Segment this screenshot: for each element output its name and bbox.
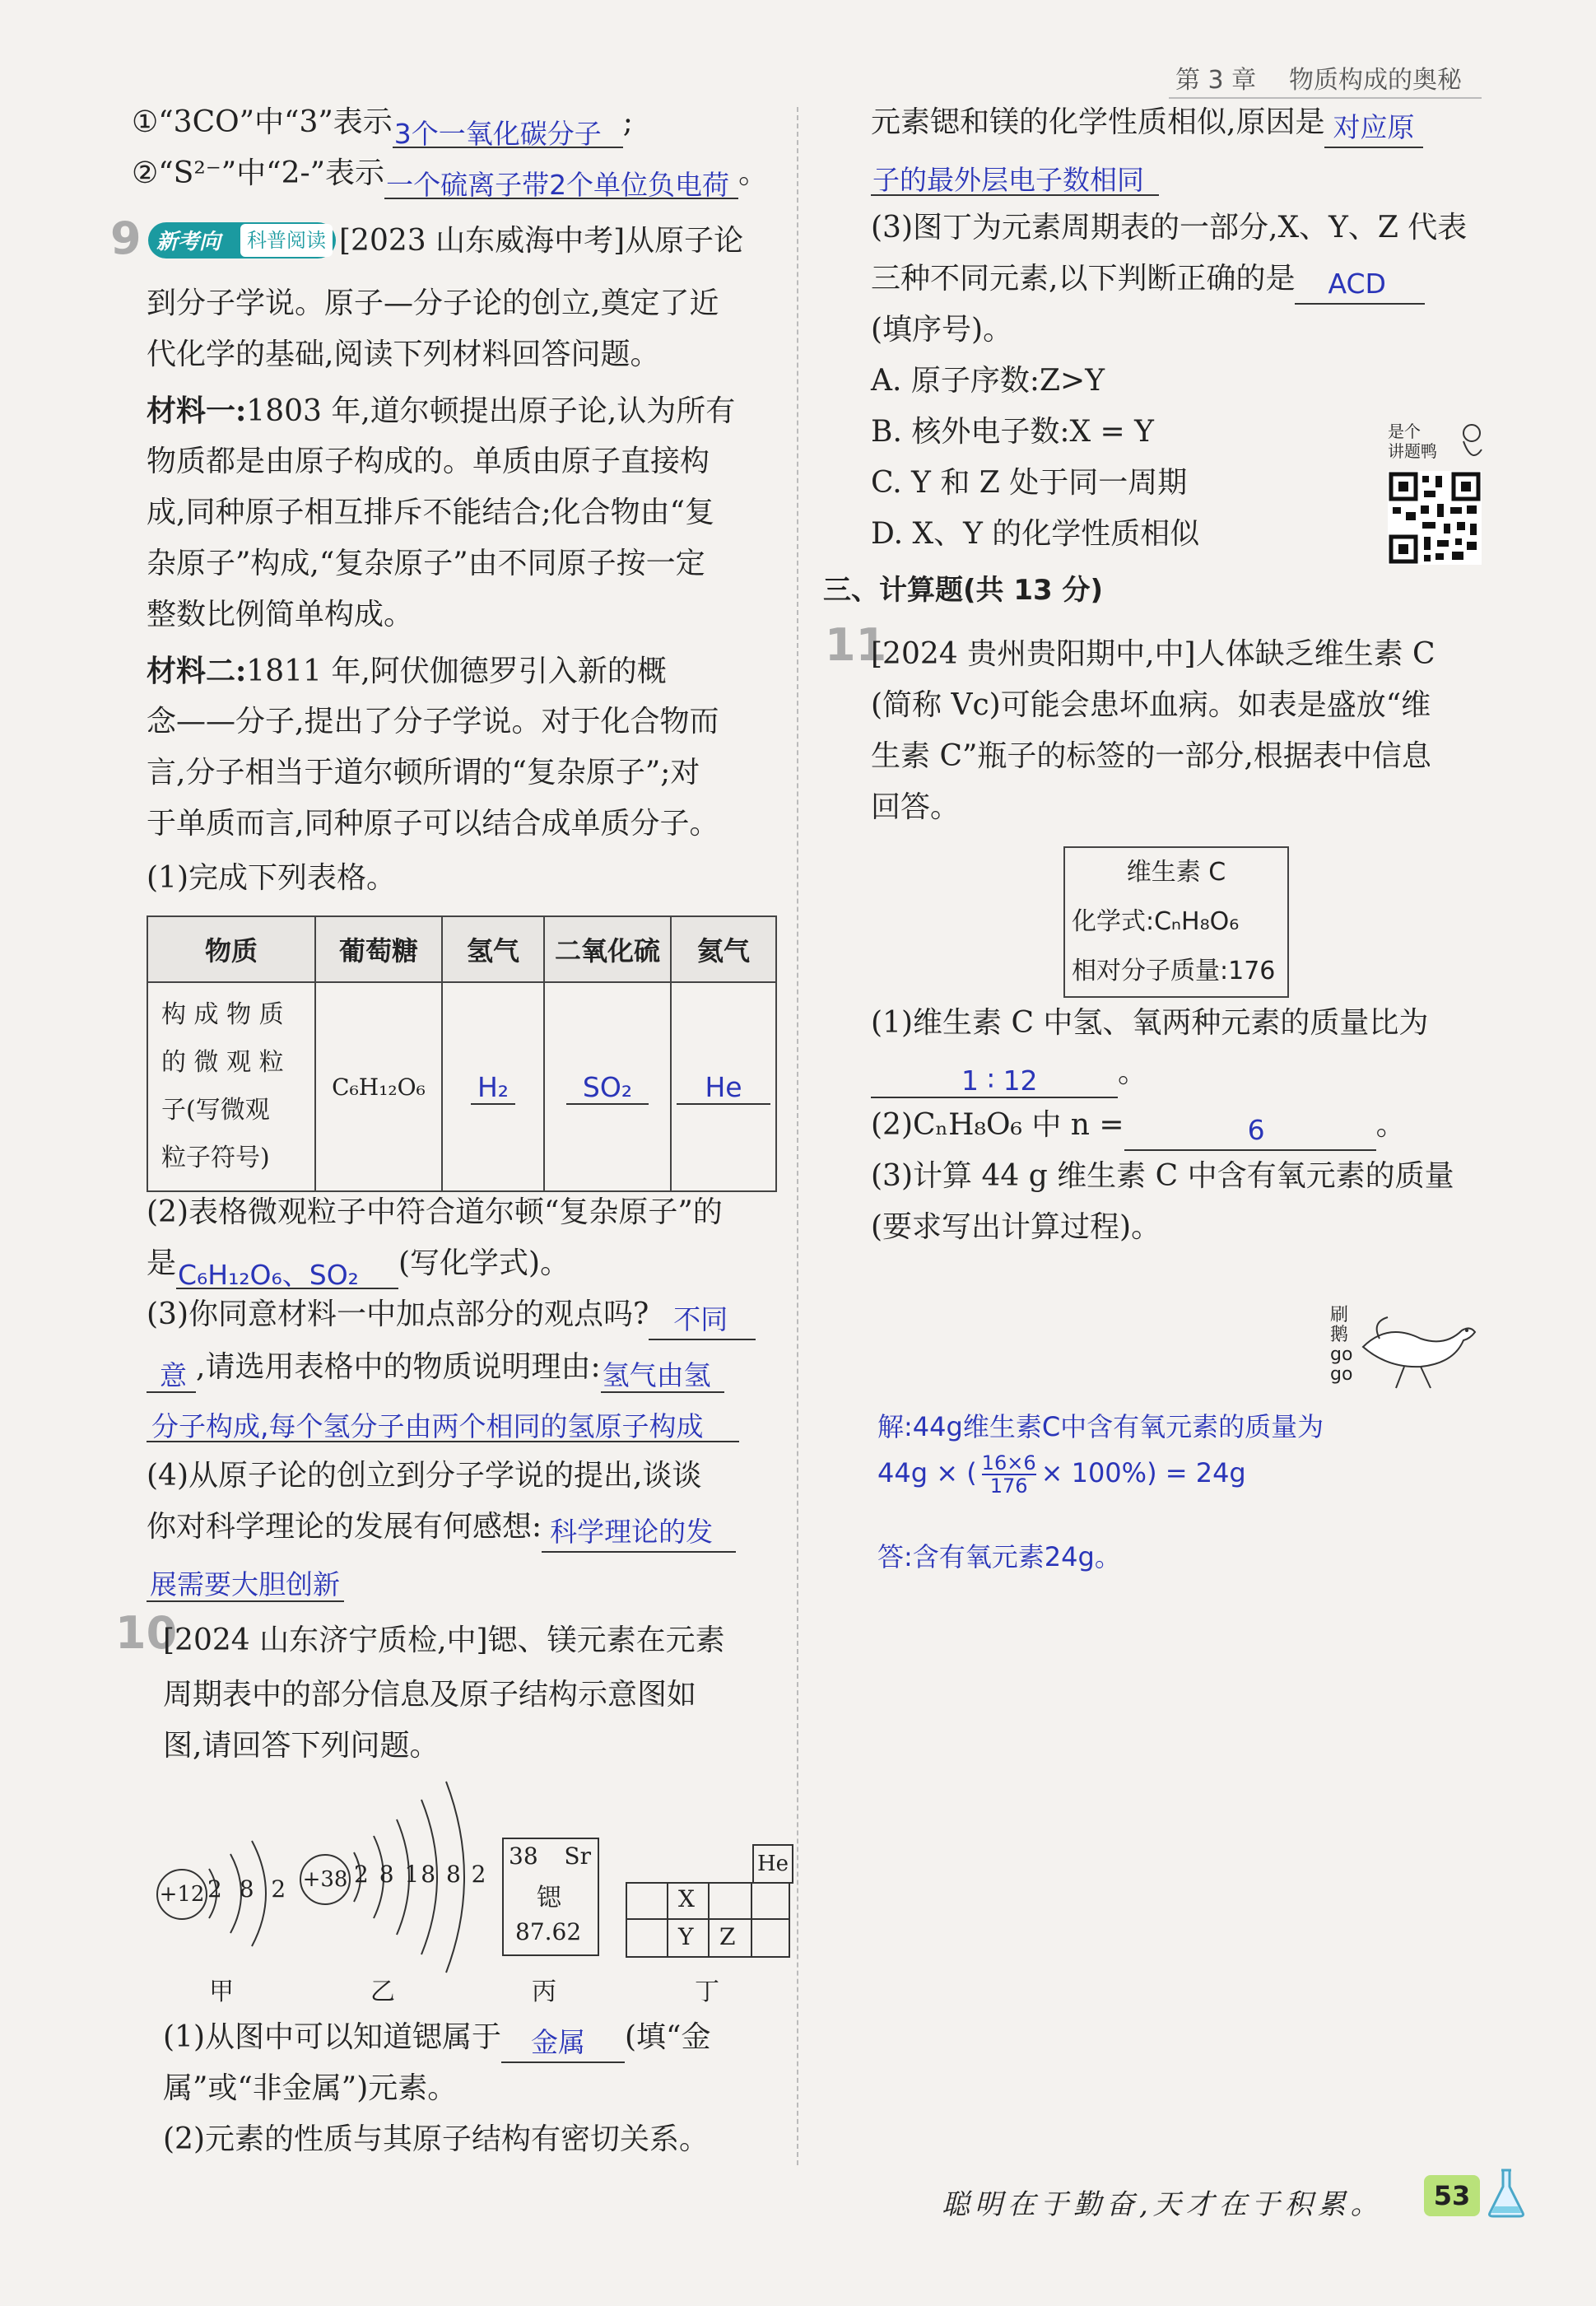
q9-part1: (1)完成下列表格。 xyxy=(147,861,396,895)
table-row-label: 构 成 物 质 的 微 观 粒 子(写微观 粒子符号) xyxy=(147,982,315,1191)
material-1-line5: 整数比例简单构成。 xyxy=(147,598,414,631)
sr-atomic-number: 38 xyxy=(509,1842,538,1870)
q11-line4: 回答。 xyxy=(871,790,961,824)
q10-part3-answer: ACD xyxy=(1328,268,1386,300)
qr-caption: 是个 讲题鸭 xyxy=(1388,422,1437,461)
helium-cell xyxy=(671,982,776,1191)
solution-answer: 答:含有氧元素24g。 xyxy=(877,1541,1121,1572)
table-header: 葡萄糖 xyxy=(315,916,442,982)
q11-line2: (简称 Vc)可能会患坏血病。如表是盛放“维 xyxy=(871,688,1431,722)
q10-line2: 周期表中的部分信息及原子结构示意图如 xyxy=(163,1678,697,1712)
glucose-formula: C₆H₁₂O₆ xyxy=(315,982,442,1191)
q10-part3-line3: (填序号)。 xyxy=(871,313,1013,347)
q10-line3: 图,请回答下列问题。 xyxy=(163,1729,440,1763)
flask-icon xyxy=(1485,2165,1528,2220)
q10-part1-answer: 金属 xyxy=(531,2026,585,2058)
material-2-line3: 言,分子相当于道尔顿所谓的“复杂原子”;对 xyxy=(147,756,700,790)
q8-answer-2: 一个硫离子带2个单位负电荷 xyxy=(386,169,730,201)
solution-fraction: $\frac{16\times 6}{176}$ xyxy=(981,1451,1036,1498)
footer-motto: 聪明在于勤奋,天才在于积累。 xyxy=(942,2188,1384,2221)
q8-line2-prefix: ②“S²⁻”中“2-”表示 xyxy=(132,156,385,190)
q11-part2-answer: 6 xyxy=(1247,1114,1265,1146)
q8-line1: ①“3CO”中“3”表示 3个一氧化碳分子 ; xyxy=(132,97,633,148)
q10-part2-answer-a: 对应原 xyxy=(1333,111,1415,143)
q9-badge-main: 新考向 xyxy=(156,230,221,254)
material-1-line4: 杂原子”构成,“复杂原子”由不同原子按一定 xyxy=(147,547,705,580)
table-header: 二氧化硫 xyxy=(544,916,671,982)
q10-part1-line1: (1)从图中可以知道锶属于 金属 (填“金 xyxy=(163,2012,710,2063)
q8-answer-1: 3个一氧化碳分子 xyxy=(393,118,602,150)
q11-line1: [2024 贵州贵阳期中,中]人体缺乏维生素 C xyxy=(871,637,1435,671)
q9-part4-line2: 你对科学理论的发展有何感想: 科学理论的发 xyxy=(147,1502,736,1553)
q9-part4-answer-a: 科学理论的发 xyxy=(550,1516,714,1548)
table-header: 物质 xyxy=(147,916,315,982)
page-number: 53 xyxy=(1424,2175,1480,2216)
cell-y: Y xyxy=(678,1923,694,1950)
q11-number: 11 xyxy=(825,619,887,671)
label-jia: 甲 xyxy=(209,1978,234,2006)
q10-part2-answer-b: 子的最外层电子数相同 xyxy=(872,164,1144,196)
label-title: 维生素 C xyxy=(1126,858,1226,887)
q9-part4-line3 xyxy=(147,1551,344,1602)
label-molar-mass: 相对分子质量:176 xyxy=(1072,957,1276,985)
table-header: 氢气 xyxy=(442,916,544,982)
sr-element-card xyxy=(502,1838,599,1956)
q10-part1-line2: 属”或“非金属”)元素。 xyxy=(163,2071,458,2105)
q9-part3-answer-1a: 不同 xyxy=(673,1303,728,1335)
q9-number: 9 xyxy=(110,212,142,264)
material-2-line2: 念——分子,提出了分子学说。对于化合物而 xyxy=(147,705,719,738)
sr-atomic-mass: 87.62 xyxy=(515,1918,582,1945)
q10-part2-line1: (2)元素的性质与其原子结构有密切关系。 xyxy=(163,2122,709,2156)
q9-part3-answer-1b: 意 xyxy=(160,1359,187,1391)
sr-shells: 2 8 18 8 2 xyxy=(354,1861,488,1888)
q10-line1: [2024 山东济宁质检,中]锶、镁元素在元素 xyxy=(163,1624,725,1657)
option-d: D. X、Y 的化学性质相似 xyxy=(871,517,1200,551)
column-divider xyxy=(797,107,798,2165)
q9-badge-sub: 科普阅读 xyxy=(240,224,333,257)
so2-cell xyxy=(544,982,671,1191)
q9-line3: 代化学的基础,阅读下列材料回答问题。 xyxy=(147,338,660,371)
material-1-line1: 材料一:1803 年,道尔顿提出原子论,认为所有 xyxy=(147,394,736,428)
mg-shells: 2 8 2 xyxy=(207,1875,291,1903)
q11-part1-answer: 1 ∶ 12 xyxy=(961,1064,1038,1097)
q10-part2-line2: 元素锶和镁的化学性质相似,原因是 对应原 xyxy=(871,97,1423,148)
cell-x: X xyxy=(678,1885,695,1912)
q8-line2: ②“S²⁻”中“2-”表示 一个硫离子带2个单位负电荷 。 xyxy=(132,148,768,199)
material-2-label: 材料二: xyxy=(147,654,247,688)
material-1-line2: 物质都是由原子构成的。单质由原子直接构 xyxy=(147,445,710,478)
label-yi: 乙 xyxy=(370,1978,395,2006)
sr-nucleus: +38 xyxy=(300,1854,351,1905)
q9-badge xyxy=(148,222,336,259)
solution-line2: 44g × ( $\frac{16\times 6}{176}$ × 100%) = 24g xyxy=(877,1451,1246,1498)
q10-part2-line3 xyxy=(871,145,1159,196)
table-header: 氦气 xyxy=(671,916,776,982)
sr-symbol: Sr xyxy=(564,1842,591,1870)
q9-source: [2023 山东威海中考]从原子论 xyxy=(339,224,744,258)
q10-part3-line1: (3)图丁为元素周期表的一部分,X、Y、Z 代表 xyxy=(871,211,1468,245)
q9-part2-line1: (2)表格微观粒子中符合道尔顿“复杂原子”的 xyxy=(147,1195,723,1229)
label-ding: 丁 xyxy=(695,1978,719,2006)
chapter-label: 第 3 章 xyxy=(1175,66,1257,95)
q11-part1-line1: (1)维生素 C 中氢、氧两种元素的质量比为 xyxy=(871,1006,1429,1040)
sr-name: 锶 xyxy=(537,1884,561,1912)
q9-part3-line1: (3)你同意材料一中加点部分的观点吗? 不同 xyxy=(147,1289,756,1340)
answer-he: He xyxy=(677,1071,770,1105)
q9-part3-line2: 意 ,请选用表格中的物质说明理由: 氢气由氢 xyxy=(147,1342,724,1393)
answer-h2: H₂ xyxy=(471,1071,515,1105)
q8-line1-prefix: ①“3CO”中“3”表示 xyxy=(132,105,393,139)
running-goose-icon xyxy=(1355,1306,1487,1396)
q11-part3-line2: (要求写出计算过程)。 xyxy=(871,1210,1161,1244)
option-c: C. Y 和 Z 处于同一周期 xyxy=(871,466,1188,500)
duck-mascot-icon xyxy=(1457,417,1487,466)
q9-line2: 到分子学说。原子—分子论的创立,奠定了近 xyxy=(147,287,719,320)
q9-part2-line2: 是 C₆H₁₂O₆、SO₂ (写化学式)。 xyxy=(147,1238,570,1289)
q9-part3-answer-2a: 氢气由氢 xyxy=(602,1359,711,1391)
material-1-line3: 成,同种原子相互排斥不能结合;化合物由“复 xyxy=(147,496,714,529)
q11-part3-line1: (3)计算 44 g 维生素 C 中含有氧元素的质量 xyxy=(871,1159,1454,1193)
cell-z: Z xyxy=(719,1923,736,1950)
vitamin-c-label xyxy=(1063,846,1289,998)
mg-nucleus: +12 xyxy=(156,1869,207,1920)
material-2-line1: 材料二:1811 年,阿伏伽德罗引入新的概 xyxy=(147,654,667,688)
q11-part1-line2: 1 ∶ 12 。 xyxy=(871,1047,1147,1098)
q9-table xyxy=(147,915,777,1192)
option-b: B. 核外电子数:X = Y xyxy=(871,415,1154,449)
hydrogen-cell xyxy=(442,982,544,1191)
q9-part4-line1: (4)从原子论的创立到分子学说的提出,谈谈 xyxy=(147,1459,702,1493)
q10-number: 10 xyxy=(115,1607,178,1659)
material-2-line4: 于单质而言,同种原子可以结合成单质分子。 xyxy=(147,807,719,841)
solution-line1: 解:44g维生素C中含有氧元素的质量为 xyxy=(877,1411,1324,1442)
q9-part3-line3 xyxy=(147,1391,739,1442)
q9-part4-answer-b: 展需要大胆创新 xyxy=(150,1568,340,1600)
cell-he: He xyxy=(752,1844,793,1884)
section-3-heading: 三、计算题(共 13 分) xyxy=(823,574,1104,607)
q9-part2-answer: C₆H₁₂O₆、SO₂ xyxy=(178,1259,359,1291)
answer-so2: SO₂ xyxy=(566,1071,649,1105)
chapter-title: 物质构成的奥秘 xyxy=(1289,66,1462,95)
qr-code-icon[interactable] xyxy=(1388,471,1482,565)
duck-doodle-caption: 刷 鹅 go go xyxy=(1330,1305,1353,1385)
option-a: A. 原子序数:Z>Y xyxy=(871,364,1105,398)
q10-part3-line2: 三种不同元素,以下判断正确的是 ACD xyxy=(871,254,1425,305)
label-bing: 丙 xyxy=(532,1978,556,2006)
q11-part2: (2)CₙH₈O₆ 中 n = 6 。 xyxy=(871,1100,1406,1151)
material-1-label: 材料一: xyxy=(147,394,247,428)
periodic-table-fragment xyxy=(626,1844,790,1959)
label-formula: 化学式:CₙH₈O₆ xyxy=(1072,907,1240,936)
q9-part3-answer-2b: 分子构成,每个氢分子由两个相同的氢原子构成 xyxy=(151,1410,704,1442)
atom-figure xyxy=(148,1778,790,2009)
q11-line3: 生素 C”瓶子的标签的一部分,根据表中信息 xyxy=(871,739,1431,773)
